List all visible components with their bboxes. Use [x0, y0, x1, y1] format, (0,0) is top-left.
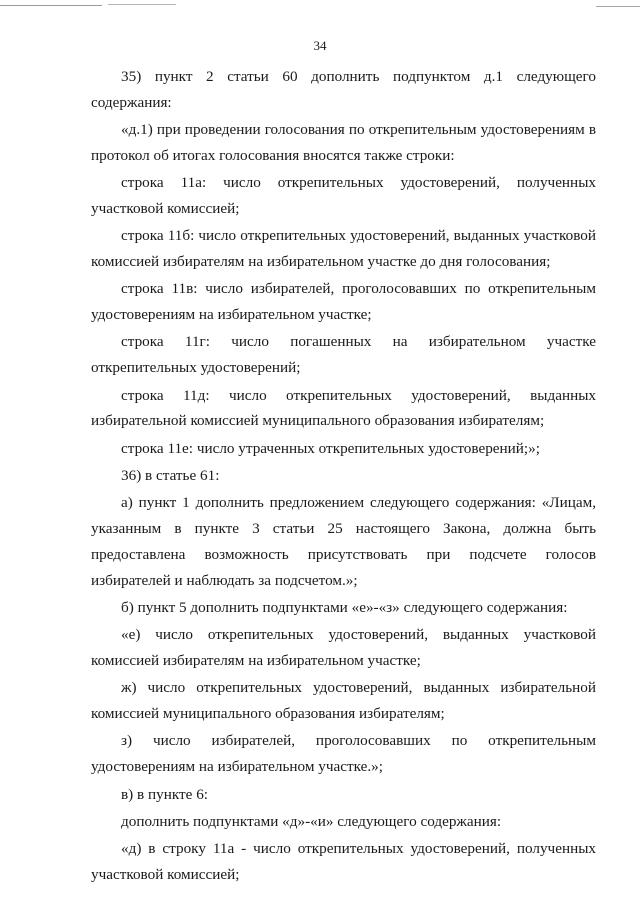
scan-artifact-line — [108, 4, 176, 5]
paragraph-line-11v: строка 11в: число избирателей, проголосовавших по открепительным удостоверениям на избирательном участке; — [91, 280, 596, 324]
scan-artifact-line — [596, 6, 640, 7]
paragraph-sub-d: «д) в строку 11а - число открепительных удостоверений, полученных участковой комиссией; — [91, 840, 596, 883]
paragraph-line-11a: строка 11а: число открепительных удостоверений, полученных участковой комиссией; — [91, 174, 596, 217]
page-number: 34 — [313, 38, 327, 53]
paragraph-line-11d: строка 11д: число открепительных удостоверений, выданных избирательной комиссией муниципального образования избирателям; — [91, 386, 596, 430]
paragraph-sub-z: з) число избирателей, проголосовавших по открепительным удостоверениям на избирательном участке.»; — [91, 732, 596, 776]
paragraph-item-36: 36) в статье 61: — [121, 466, 220, 484]
paragraph-line-11e: строка 11е: число утраченных открепительных удостоверений;»; — [121, 439, 540, 457]
paragraph-sub-a: а) пункт 1 дополнить предложением следующего содержания: «Лицам, указанным в пункте 3 статьи 25 настоящего Закона, должна быть предоставлена возможность присутствовать при подсчете голосов избирателей и наблюдать за подсчетом.»; — [91, 494, 596, 589]
paragraph-d1-intro: «д.1) при проведении голосования по открепительным удостоверениям в протокол об итогах голосования вносятся также строки: — [91, 121, 596, 164]
document-body — [91, 64, 596, 889]
paragraph-line-11g: строка 11г: число погашенных на избирательном участке открепительных удостоверений; — [91, 333, 596, 377]
paragraph-line-11b: строка 11б: число открепительных удостоверений, выданных участковой комиссией избирателям на избирательном участке до дня голосования; — [91, 227, 596, 271]
paragraph-sub-zh: ж) число открепительных удостоверений, выданных избирательной комиссией муниципального образования избирателям; — [91, 679, 596, 723]
paragraph-add-subitems: дополнить подпунктами «д»-«и» следующего содержания: — [121, 812, 502, 830]
paragraph-item-35: 35) пункт 2 статьи 60 дополнить подпунктом д.1 следующего содержания: — [91, 68, 596, 111]
paragraph-sub-e: «е) число открепительных удостоверений, выданных участковой комиссией избирателям на избирательном участке; — [91, 626, 596, 670]
scan-artifact-line — [0, 5, 102, 6]
paragraph-sub-b: б) пункт 5 дополнить подпунктами «е»-«з» следующего содержания: — [121, 598, 568, 616]
paragraph-sub-v: в) в пункте 6: — [121, 785, 209, 803]
